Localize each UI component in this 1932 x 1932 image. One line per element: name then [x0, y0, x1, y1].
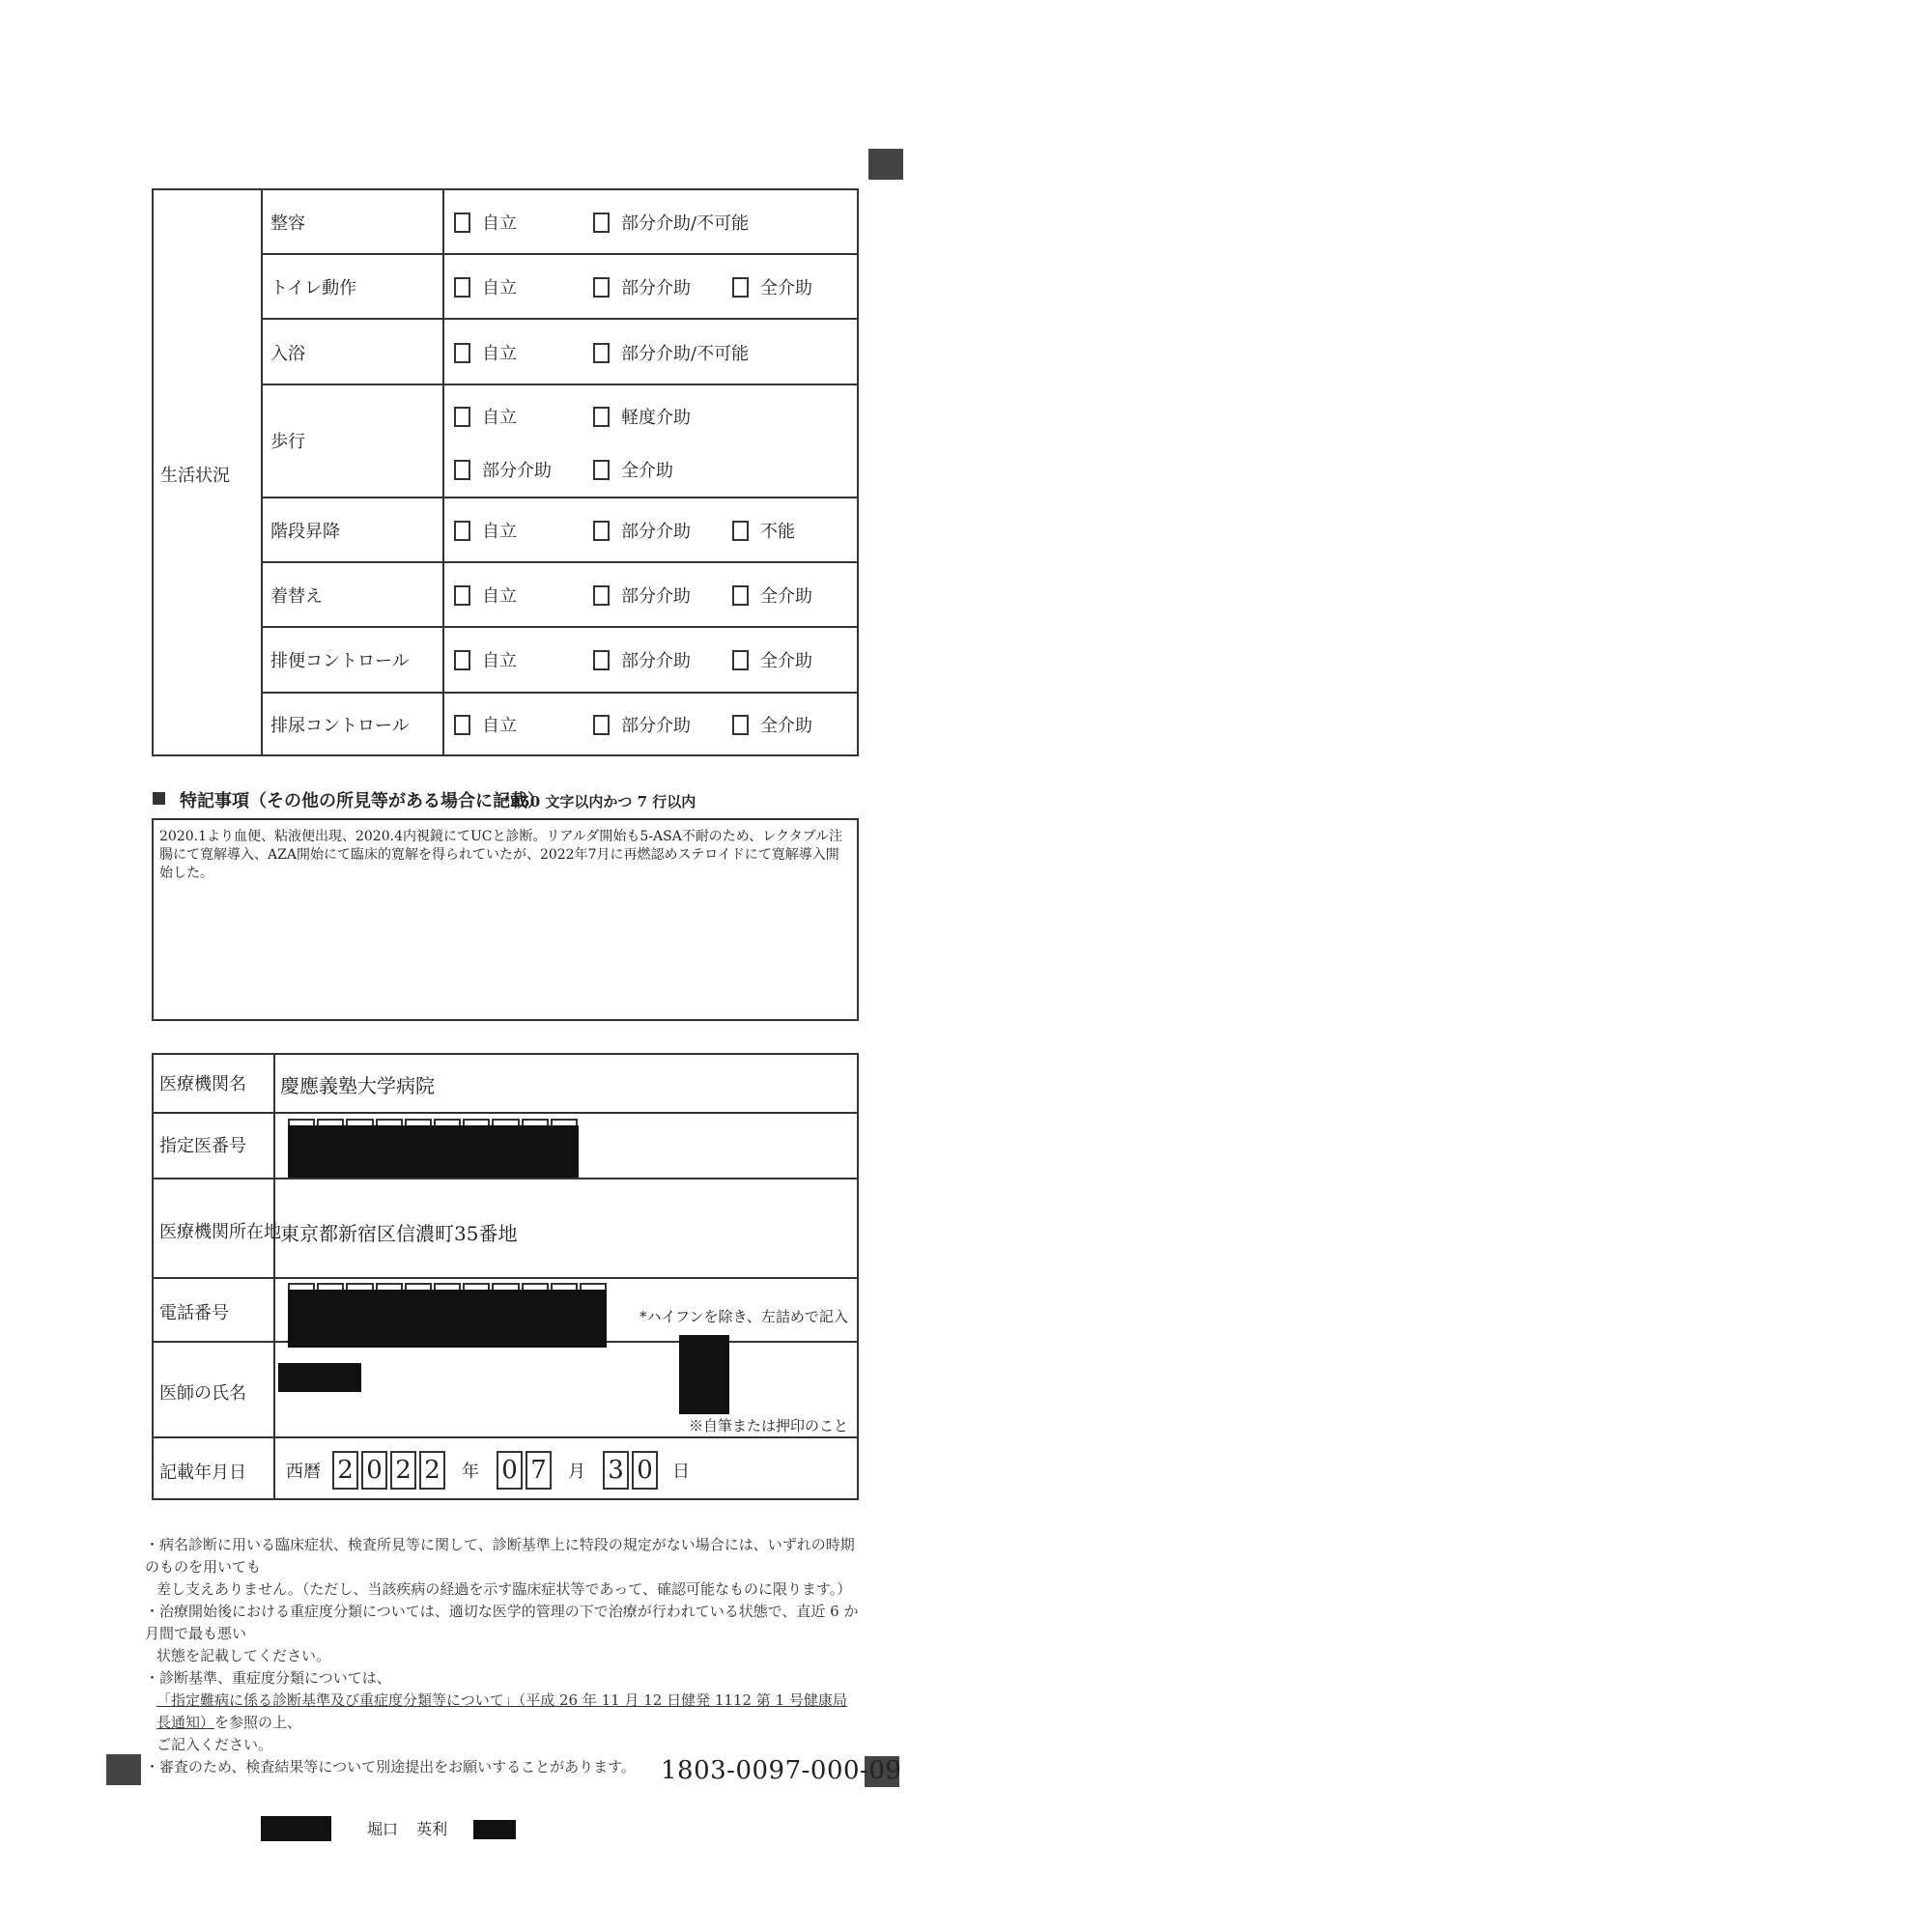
checkbox-icon[interactable]	[454, 277, 470, 298]
footnote-line: ・治療開始後における重症度分類については、適切な医学的管理の下で治療が行われている状態で、直近 6 か月間で最も悪い	[145, 1603, 859, 1642]
row-label-bowel-control: 排便コントロール	[270, 651, 410, 671]
checkbox-option[interactable]: 自立	[454, 404, 517, 429]
label-date-written: 記載年月日	[159, 1463, 246, 1483]
phone-note: *ハイフンを除き、左詰めで記入	[639, 1308, 848, 1325]
checkbox-option[interactable]: 全介助	[732, 712, 812, 737]
checkbox-option[interactable]: 軽度介助	[593, 404, 691, 429]
checkbox-icon[interactable]	[593, 407, 610, 427]
checkbox-icon[interactable]	[454, 650, 470, 670]
month-digit[interactable]: 7	[526, 1451, 552, 1490]
row-label-stairs: 階段昇降	[270, 522, 340, 542]
checkbox-icon[interactable]	[593, 521, 610, 541]
checkbox-icon[interactable]	[593, 585, 610, 606]
checkbox-option[interactable]: 自立	[454, 518, 517, 543]
footnote-line: ・審査のため、検査結果等について別途提出をお願いすることがあります。	[145, 1758, 636, 1776]
section-bullet-icon	[153, 792, 165, 805]
checkbox-option[interactable]: 部分介助	[593, 274, 691, 299]
checkbox-option[interactable]: 部分介助	[593, 712, 691, 737]
special-notes-textarea[interactable]: 2020.1より血便、粘液便出現、2020.4内視鏡にてUCと診断。リアルダ開始も5-ASA不耐のため、レクタブル注腸にて寛解導入、AZA開始にて臨床的寛解を得られていたが、2022年7月に再燃認めステロイドにて寛解導入開始した。	[152, 818, 859, 1021]
checkbox-icon[interactable]	[454, 343, 470, 363]
day-digit[interactable]: 3	[603, 1451, 629, 1490]
year-digit[interactable]: 2	[419, 1451, 445, 1490]
form-id: 1803-0097-000-09	[661, 1756, 902, 1785]
checkbox-icon[interactable]	[593, 213, 610, 233]
checkbox-option[interactable]: 自立	[454, 582, 517, 608]
row-label-grooming: 整容	[270, 213, 305, 234]
date-written-field[interactable]	[286, 1451, 690, 1490]
label-phone-number: 電話番号	[159, 1303, 229, 1323]
label-doctor-number: 指定医番号	[159, 1136, 246, 1156]
row-label-bathing: 入浴	[270, 344, 305, 364]
checkbox-option[interactable]: 不能	[732, 518, 795, 543]
era-label: 西暦	[286, 1462, 321, 1482]
checkbox-option[interactable]: 部分介助	[593, 647, 691, 672]
checkbox-option[interactable]: 自立	[454, 712, 517, 737]
checkbox-option[interactable]: 全介助	[732, 274, 812, 299]
day-unit: 日	[672, 1462, 690, 1482]
year-unit: 年	[462, 1462, 479, 1482]
checkbox-icon[interactable]	[454, 585, 470, 606]
redaction-block	[261, 1816, 331, 1841]
footnote-line: 「指定難病に係る診断基準及び重症度分類等について」（平成 26 年 11 月 12 日健発 1112 第 1 号健康局長通知）を参照の上、	[156, 1691, 847, 1731]
checkbox-icon[interactable]	[593, 277, 610, 298]
redaction-block	[288, 1125, 579, 1178]
footnotes	[145, 1534, 860, 1778]
registration-marker	[868, 149, 903, 180]
checkbox-icon[interactable]	[732, 521, 749, 541]
special-notes-limit: *250 文字以内かつ 7 行以内	[502, 793, 696, 810]
institution-name-value[interactable]: 慶應義塾大学病院	[280, 1074, 435, 1097]
footnote-line: ・診断基準、重症度分類については、	[145, 1669, 391, 1687]
signature-note: ※自筆または押印のこと	[689, 1417, 849, 1435]
checkbox-icon[interactable]	[454, 407, 470, 427]
checkbox-option[interactable]: 部分介助	[593, 582, 691, 608]
row-label-dressing: 着替え	[270, 586, 323, 607]
row-label-urination-control: 排尿コントロール	[270, 716, 410, 736]
row-label-walking: 歩行	[270, 432, 305, 452]
checkbox-icon[interactable]	[732, 715, 749, 735]
checkbox-option[interactable]: 部分介助	[454, 457, 552, 482]
checkbox-icon[interactable]	[454, 460, 470, 480]
checkbox-icon[interactable]	[593, 715, 610, 735]
reference-link[interactable]: 「指定難病に係る診断基準及び重症度分類等について」（平成 26 年 11 月 12 日健発 1112 第 1 号健康局長通知）	[156, 1691, 847, 1731]
registration-marker	[106, 1754, 141, 1785]
institution-address-value[interactable]: 東京都新宿区信濃町35番地	[280, 1222, 518, 1245]
checkbox-option[interactable]: 自立	[454, 210, 517, 235]
checkbox-option[interactable]: 全介助	[593, 457, 673, 482]
year-digit[interactable]: 2	[390, 1451, 416, 1490]
redaction-block	[288, 1290, 607, 1348]
checkbox-icon[interactable]	[593, 343, 610, 363]
checkbox-icon[interactable]	[732, 277, 749, 298]
redaction-block	[679, 1335, 729, 1414]
label-doctor-name: 医師の氏名	[159, 1383, 246, 1404]
checkbox-option[interactable]: 部分介助/不可能	[593, 210, 749, 235]
checkbox-icon[interactable]	[732, 585, 749, 606]
checkbox-icon[interactable]	[593, 460, 610, 480]
footnote-line: 状態を記載してください。	[156, 1647, 331, 1664]
checkbox-option[interactable]: 全介助	[732, 582, 812, 608]
footnote-line: 差し支えありません。（ただし、当該疾病の経過を示す臨床症状等であって、確認可能なものに限ります。）	[156, 1580, 852, 1598]
checkbox-option[interactable]: 自立	[454, 274, 517, 299]
redaction-block	[473, 1820, 516, 1839]
row-label-toilet: トイレ動作	[270, 278, 357, 298]
redaction-block	[278, 1363, 361, 1392]
label-institution-address: 医療機関所在地	[159, 1222, 281, 1242]
checkbox-icon[interactable]	[732, 650, 749, 670]
checkbox-option[interactable]: 自立	[454, 340, 517, 365]
section-label-living-status: 生活状況	[160, 466, 230, 486]
checkbox-option[interactable]: 全介助	[732, 647, 812, 672]
year-digit[interactable]: 0	[361, 1451, 387, 1490]
month-unit: 月	[568, 1462, 585, 1482]
checkbox-option[interactable]: 部分介助/不可能	[593, 340, 749, 365]
footnote-line: ご記入ください。	[156, 1736, 273, 1753]
footer-name: 堀口 英利	[367, 1820, 448, 1838]
checkbox-icon[interactable]	[454, 521, 470, 541]
year-digit[interactable]: 2	[332, 1451, 358, 1490]
month-digit[interactable]: 0	[497, 1451, 523, 1490]
checkbox-icon[interactable]	[593, 650, 610, 670]
day-digit[interactable]: 0	[632, 1451, 658, 1490]
checkbox-icon[interactable]	[454, 715, 470, 735]
special-notes-heading: 特記事項（その他の所見等がある場合に記載）	[180, 791, 545, 811]
checkbox-option[interactable]: 部分介助	[593, 518, 691, 543]
label-institution-name: 医療機関名	[159, 1074, 246, 1094]
checkbox-option[interactable]: 自立	[454, 647, 517, 672]
checkbox-icon[interactable]	[454, 213, 470, 233]
footnote-line: ・病名診断に用いる臨床症状、検査所見等に関して、診断基準上に特段の規定がない場合には、いずれの時期のものを用いても	[145, 1536, 855, 1576]
